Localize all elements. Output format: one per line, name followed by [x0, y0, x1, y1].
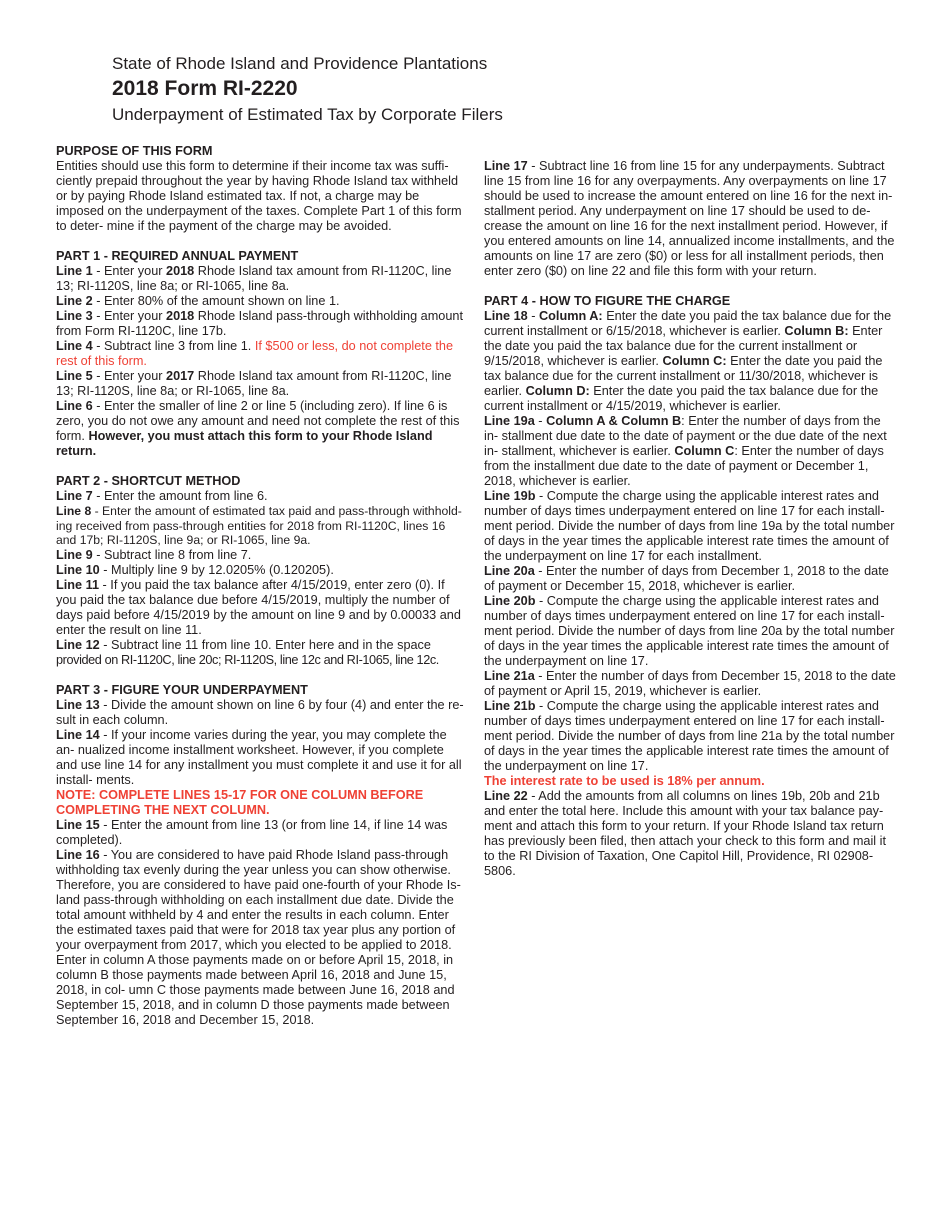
- part2-heading: PART 2 - SHORTCUT METHOD: [56, 474, 241, 488]
- line-label: Line 2: [56, 294, 93, 308]
- line-20a-instruction: Line 20a - Enter the number of days from December 1, 2018 to the date of payment or December 15, 2018, whichever is earlier.: [484, 564, 889, 593]
- line-label: Line 15: [56, 817, 100, 832]
- line-label: Line 12: [56, 637, 100, 652]
- line-22-instruction: Line 22 - Add the amounts from all columns on lines 19b, 20b and 21b and enter the total here. Include this amount with your tax balance pay- ment and attach this form to your return. If your Rhode Island tax return has previously been filed, then attach your check to this form and mail it to the RI Division of Taxation, One Capitol Hill, Providence, RI 02908-5806.: [484, 789, 886, 878]
- line-label: Line 3: [56, 309, 93, 323]
- line-label: Line 8: [56, 504, 92, 518]
- form-title: 2018 Form RI-2220: [112, 77, 298, 100]
- line-label: Line 14: [56, 727, 100, 742]
- purpose-text: Entities should use this form to determine if their income tax was suffi- ciently prepaid throughout the year by having Rhode Island tax withheld or by paying Rhode Island estimated tax. If not, a charge may be imposed on the underpayment of the taxes. Complete Part 1 of this form to deter- mine if the payment of the charge may be avoided.: [56, 159, 462, 233]
- line-11-instruction: Line 11 - If you paid the tax balance after 4/15/2019, enter zero (0). If you paid the tax balance due before 4/15/2019, multiply the number of days paid before 4/15/2019 by the amount on line 9 and by 0.00033 and enter the result on line 11.: [56, 577, 461, 637]
- line-12-instruction: Line 12 - Subtract line 11 from line 10. Enter here and in the space provided on RI-1120C, line 20c; RI-1120S, line 12c and RI-1065, line 12c.: [56, 637, 439, 667]
- line-label: Line 21a: [484, 669, 535, 683]
- line-label: Line 22: [484, 789, 528, 803]
- line-8-instruction: Line 8 - Enter the amount of estimated tax paid and pass-through withhold- ing received from pass-through entities for 2018 from RI-1120C, lines 16 and 17b; RI-1120S, line 9a; or RI-1065, line 9a.: [56, 504, 462, 547]
- form-header: [112, 52, 503, 128]
- line-13-instruction: Line 13 - Divide the amount shown on line 6 by four (4) and enter the re- sult in each column.: [56, 697, 464, 727]
- line-10-instruction: Line 10 - Multiply line 9 by 12.0205% (0.120205).: [56, 562, 334, 577]
- part4-heading: PART 4 - HOW TO FIGURE THE CHARGE: [484, 294, 731, 308]
- line-label: Line 18: [484, 309, 528, 323]
- line-9-instruction: Line 9 - Subtract line 8 from line 7.: [56, 547, 252, 562]
- line-label: Line 10: [56, 562, 100, 577]
- purpose-heading: PURPOSE OF THIS FORM: [56, 144, 213, 158]
- line-label: Line 6: [56, 399, 93, 413]
- left-column: [56, 144, 468, 1028]
- line-label: Line 16: [56, 847, 100, 862]
- line-17-instruction: Line 17 - Subtract line 16 from line 15 for any underpayments. Subtract line 15 from line 16 for any overpayments. Any overpayments on line 17 should be used to increase the amount entered on line 16 for the next in- stallment period. Any underpayment on line 17 should be used to de- crease the amount on line 16 for the next installment period. However, if you entered amounts on line 14, annualized income installments, and the amounts on line 17 are zero ($0) or less for all installment periods, then enter zero ($0) on line 22 and file this form with your return.: [484, 159, 895, 278]
- line-label: Line 20b: [484, 594, 536, 608]
- line-label: Line 20a: [484, 564, 535, 578]
- line-label: Line 19b: [484, 489, 536, 503]
- line-20b-instruction: Line 20b - Compute the charge using the applicable interest rates and number of days times underpayment entered on line 17 for each install- ment period. Divide the number of days from line 20a by the total number of days in the year times the applicable interest rate times the amount of the underpayment on line 17.: [484, 594, 895, 668]
- line-21a-instruction: Line 21a - Enter the number of days from December 15, 2018 to the date of payment or April 15, 2019, whichever is earlier.: [484, 669, 896, 698]
- line-4-warning: If $500 or less, do not complete the rest of this form.: [56, 339, 454, 368]
- line-3-instruction: Line 3 - Enter your 2018 Rhode Island pass-through withholding amount from Form RI-1120C, line 17b.: [56, 309, 463, 338]
- line-14-instruction: Line 14 - If your income varies during the year, you may complete the an- nualized income installment worksheet. However, if you complete and use line 14 for any installment you must complete it and use it for all install- ments.: [56, 727, 462, 787]
- line-21b-instruction: Line 21b - Compute the charge using the applicable interest rates and number of days times underpayment entered on line 17 for each install- ment period. Divide the number of days from line 21a by the total number of days in the year times the applicable interest rate times the amount of the underpayment on line 17.: [484, 699, 895, 773]
- line-label: Line 9: [56, 547, 93, 562]
- part1-heading: PART 1 - REQUIRED ANNUAL PAYMENT: [56, 249, 299, 263]
- part3-heading: PART 3 - FIGURE YOUR UNDERPAYMENT: [56, 682, 308, 697]
- line-label: Line 7: [56, 489, 93, 503]
- line-label: Line 17: [484, 159, 528, 173]
- line-6-instruction: Line 6 - Enter the smaller of line 2 or line 5 (including zero). If line 6 is zero, you do not owe any amount and need not complete the rest of this form. However, you must attach this form to your Rhode Island return.: [56, 399, 460, 458]
- line-15-instruction: Line 15 - Enter the amount from line 13 (or from line 14, if line 14 was completed).: [56, 817, 448, 847]
- right-column: [484, 159, 896, 879]
- line-16-instruction: Line 16 - You are considered to have paid Rhode Island pass-through withholding tax evenly during the year unless you can show otherwise. Therefore, you are considered to have paid one-fourth of your Rhode Is- land pass-through withholding on each installment due date. Divide the total amount withheld by 4 and enter the results in each column. Enter the estimated taxes paid that were for 2018 tax year plus any portion of your overpayment from 2017, which you elected to be applied to 2018. Enter in column A those payments made on or before April 15, 2018, in column B those payments made between April 16, 2018 and June 15, 2018, in col- umn C those payments made between June 16, 2018 and September 15, 2018, and in column D those payments made between September 16, 2018 and December 15, 2018.: [56, 847, 461, 1027]
- line-18-instruction: Line 18 - Column A: Enter the date you paid the tax balance due for the current installment or 6/15/2018, whichever is earlier. Column B: Enter the date you paid the tax balance due for the current installment or 9/15/2018, whichever is earlier. Column C: Enter the date you paid the tax balance due for the current installment or 11/30/2018, whichever is earlier. Column D: Enter the date you paid the tax balance due for the current installment or 4/15/2019, whichever is earlier.: [484, 309, 892, 413]
- form-subtitle: Underpayment of Estimated Tax by Corporate Filers: [112, 105, 503, 124]
- line-label: Line 13: [56, 697, 100, 712]
- line-19a-instruction: Line 19a - Column A & Column B: Enter the number of days from the in- stallment due date to the date of payment or the due date of the next in- stallment, whichever is earlier. Column C: Enter the number of days from the installment due date to the date of payment or December 1, 2018, whichever is earlier.: [484, 414, 887, 488]
- line-label: Line 5: [56, 369, 93, 383]
- column-order-note: NOTE: COMPLETE LINES 15-17 FOR ONE COLUMN BEFORE COMPLETING THE NEXT COLUMN.: [56, 787, 424, 817]
- line-label: Line 1: [56, 264, 93, 278]
- line-4-instruction: Line 4 - Subtract line 3 from line 1. If $500 or less, do not complete the rest of this form.: [56, 339, 454, 368]
- line-19b-instruction: Line 19b - Compute the charge using the applicable interest rates and number of days times underpayment entered on line 17 for each install- ment period. Divide the number of days from line 19a by the total number of days in the year times the applicable interest rate times the amount of the underpayment on line 17 for each installment.: [484, 489, 895, 563]
- line-7-instruction: Line 7 - Enter the amount from line 6.: [56, 489, 268, 503]
- line-label: Line 21b: [484, 699, 536, 713]
- state-name: State of Rhode Island and Providence Plantations: [112, 54, 488, 73]
- line-label: Line 19a: [484, 414, 535, 428]
- line-1-instruction: Line 1 - Enter your 2018 Rhode Island tax amount from RI-1120C, line 13; RI-1120S, line 8a; or RI-1065, line 8a.: [56, 264, 452, 293]
- interest-rate-note: The interest rate to be used is 18% per annum.: [484, 774, 765, 788]
- line-2-instruction: Line 2 - Enter 80% of the amount shown on line 1.: [56, 294, 340, 308]
- line-5-instruction: Line 5 - Enter your 2017 Rhode Island tax amount from RI-1120C, line 13; RI-1120S, line 8a; or RI-1065, line 8a.: [56, 369, 452, 398]
- line-label: Line 11: [56, 577, 100, 592]
- line-label: Line 4: [56, 339, 93, 353]
